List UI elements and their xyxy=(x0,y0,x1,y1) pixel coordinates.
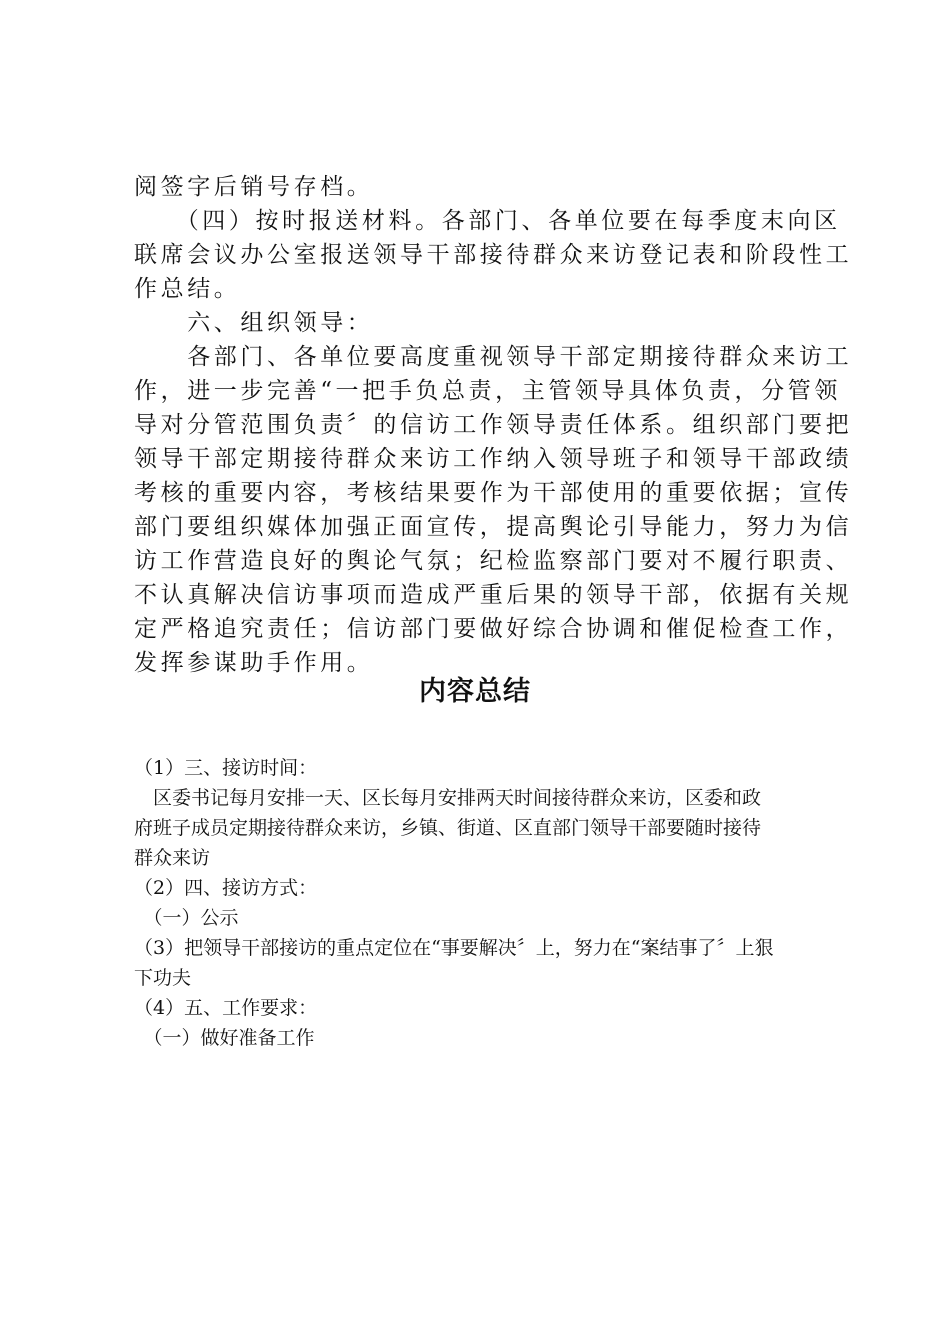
summary-line-1: （1）三、接访时间： xyxy=(134,757,318,779)
body-line-6: 各部门、各单位要高度重视领导干部定期接待群众来访工 xyxy=(134,344,853,370)
summary-line-7: （3）把领导干部接访的重点定位在“事要解决〞上，努力在“案结事了〞上狠 xyxy=(134,937,774,959)
body-line-4: 作总结。 xyxy=(134,276,241,302)
body-line-12: 访工作营造良好的舆论气氛；纪检监察部门要对不履行职责、 xyxy=(134,548,853,574)
body-line-2: （四）按时报送材料。各部门、各单位要在每季度末向区 xyxy=(134,208,841,234)
summary-line-10: （一）做好准备工作 xyxy=(134,1027,315,1049)
body-line-15: 发挥参谋助手作用。 xyxy=(134,650,374,676)
summary-line-3: 府班子成员定期接待群众来访，乡镇、街道、区直部门领导干部要随时接待 xyxy=(134,817,762,839)
summary-line-6: （一）公示 xyxy=(134,907,239,929)
summary-line-8: 下功夫 xyxy=(134,967,192,989)
body-line-5: 六、组织领导： xyxy=(134,310,374,336)
summary-line-9: （4）五、工作要求： xyxy=(134,997,318,1019)
body-line-13: 不认真解决信访事项而造成严重后果的领导干部，依据有关规 xyxy=(134,582,853,608)
summary-line-4: 群众来访 xyxy=(134,847,211,869)
body-line-1: 阅签字后销号存档。 xyxy=(134,174,374,200)
summary-line-5: （2）四、接访方式： xyxy=(134,877,318,899)
body-line-10: 考核的重要内容，考核结果要作为干部使用的重要依据；宣传 xyxy=(134,480,853,506)
body-line-8: 导对分管范围负责〞的信访工作领导责任体系。组织部门要把 xyxy=(134,412,853,438)
summary-title: 内容总结 xyxy=(419,676,531,707)
body-line-14: 定严格追究责任；信访部门要做好综合协调和催促检查工作， xyxy=(134,616,853,642)
body-line-9: 领导干部定期接待群众来访工作纳入领导班子和领导干部政绩 xyxy=(134,446,853,472)
body-line-3: 联席会议办公室报送领导干部接待群众来访登记表和阶段性工 xyxy=(134,242,853,268)
body-line-7: 作，进一步完善“一把手负总责，主管领导具体负责，分管领 xyxy=(134,378,841,404)
summary-line-2: 区委书记每月安排一天、区长每月安排两天时间接待群众来访，区委和政 xyxy=(134,787,762,809)
body-line-11: 部门要组织媒体加强正面宣传，提高舆论引导能力，努力为信 xyxy=(134,514,853,540)
